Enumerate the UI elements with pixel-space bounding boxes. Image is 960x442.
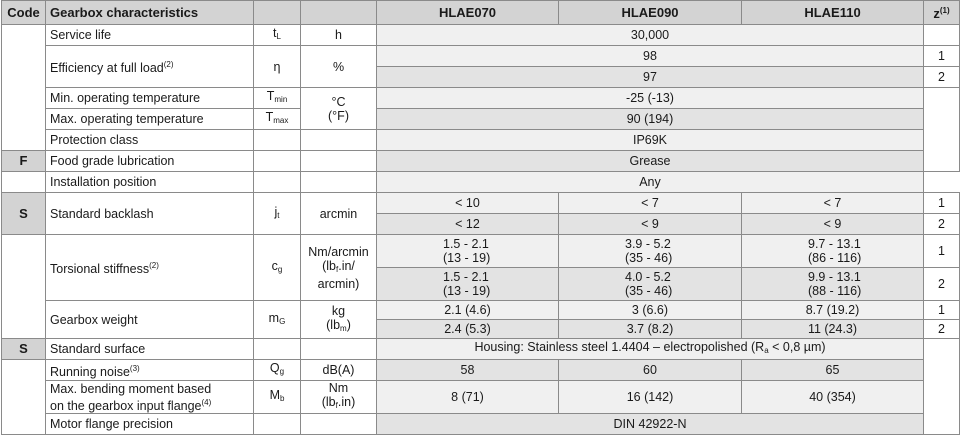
surface-symbol: [254, 339, 301, 360]
backlash-symbol: $j_t$: [254, 193, 301, 235]
bending-hlae090: 16 (142): [559, 381, 742, 414]
backlash-hlae070-z2: < 12: [377, 214, 559, 235]
backlash-code: S: [2, 193, 46, 235]
temperature-unit: °C (°F): [301, 88, 377, 130]
noise-unit: dB(A): [301, 360, 377, 381]
row-protection-class: [2, 130, 960, 151]
max-temperature-label: Max. operating temperature: [46, 109, 254, 130]
row-standard-surface: [2, 339, 960, 360]
food-grade-unit: [301, 151, 377, 172]
installation-unit: [301, 172, 377, 193]
stiffness-hlae070-z2: 1.5 - 2.1 (13 - 19): [377, 268, 559, 301]
row-backlash-z1: [2, 193, 960, 214]
efficiency-z2: 2: [924, 67, 960, 88]
gearbox-characteristics-table: [1, 0, 960, 435]
efficiency-symbol: η: [254, 46, 301, 88]
weight-label: Gearbox weight: [46, 301, 254, 339]
weight-hlae110-z1: 8.7 (19.2): [742, 301, 924, 320]
noise-label: Running noise$^{(3)}$: [46, 360, 254, 381]
installation-label: Installation position: [46, 172, 254, 193]
header-z-note: (1): [939, 6, 950, 15]
stiffness-hlae090-z1: 3.9 - 5.2 (35 - 46): [559, 235, 742, 268]
min-temperature-symbol: $T_{min}$: [254, 88, 301, 109]
stiffness-symbol: $c_g$: [254, 235, 301, 301]
protection-class-value: IP69K: [377, 130, 924, 151]
efficiency-value-z2: 97: [377, 67, 924, 88]
header-model-hlae110: HLAE110: [742, 1, 924, 25]
weight-z2: 2: [924, 320, 960, 339]
protection-class-label: Protection class: [46, 130, 254, 151]
bending-hlae110: 40 (354): [742, 381, 924, 414]
min-temperature-label: Min. operating temperature: [46, 88, 254, 109]
weight-symbol: $m_G$: [254, 301, 301, 339]
surface-value: Housing: Stainless steel 1.4404 – electropolished ($R_a < 0,8$ µm): [377, 339, 924, 360]
weight-z1: 1: [924, 301, 960, 320]
noise-symbol: $Q_g$: [254, 360, 301, 381]
motor-flange-value: DIN 42922-N: [377, 414, 924, 435]
weight-hlae090-z1: 3 (6.6): [559, 301, 742, 320]
bending-hlae070: 8 (71): [377, 381, 559, 414]
backlash-hlae070-z1: < 10: [377, 193, 559, 214]
row-service-life: [2, 25, 960, 46]
installation-value: Any: [377, 172, 924, 193]
service-life-symbol: $t_L$: [254, 25, 301, 46]
protection-class-symbol: [254, 130, 301, 151]
min-temperature-value: -25 (-13): [377, 88, 924, 109]
row-efficiency-z1: [2, 46, 960, 67]
installation-symbol: [254, 172, 301, 193]
stiffness-z2: 2: [924, 268, 960, 301]
weight-hlae070-z2: 2.4 (5.3): [377, 320, 559, 339]
efficiency-label: Efficiency at full load$^{(2)}$: [46, 46, 254, 88]
backlash-unit: arcmin: [301, 193, 377, 235]
stiffness-label: Torsional stiffness$^{(2)}$: [46, 235, 254, 301]
service-life-unit: h: [301, 25, 377, 46]
code-cell-empty: [2, 25, 46, 151]
service-life-z: [924, 25, 960, 46]
header-row: [2, 1, 960, 25]
food-grade-symbol: [254, 151, 301, 172]
header-unit: [301, 1, 377, 25]
bending-unit: Nm $(lb_f.in)$: [301, 381, 377, 414]
temperature-z: [924, 88, 960, 172]
stiffness-unit: Nm/arcmin ($lb_f.in/$ arcmin): [301, 235, 377, 301]
row-motor-flange: [2, 414, 960, 435]
stiffness-hlae110-z2: 9.9 - 13.1 (88 - 116): [742, 268, 924, 301]
motor-flange-unit: [301, 414, 377, 435]
service-life-label: Service life: [46, 25, 254, 46]
motor-flange-label: Motor flange precision: [46, 414, 254, 435]
backlash-hlae090-z2: < 9: [559, 214, 742, 235]
protection-class-unit: [301, 130, 377, 151]
noise-hlae110: 65: [742, 360, 924, 381]
efficiency-unit: %: [301, 46, 377, 88]
header-model-hlae070: HLAE070: [377, 1, 559, 25]
row-max-temperature: [2, 109, 960, 130]
max-temperature-value: 90 (194): [377, 109, 924, 130]
backlash-z2: 2: [924, 214, 960, 235]
surface-code: S: [2, 339, 46, 360]
weight-hlae070-z1: 2.1 (4.6): [377, 301, 559, 320]
weight-hlae090-z2: 3.7 (8.2): [559, 320, 742, 339]
row-running-noise: [2, 360, 960, 381]
bending-label: Max. bending moment based on the gearbox input flange$^{(4)}$: [46, 381, 254, 414]
header-symbol: [254, 1, 301, 25]
backlash-z1: 1: [924, 193, 960, 214]
installation-code: [2, 172, 46, 193]
row-installation: [2, 172, 960, 193]
row-food-grade: [2, 151, 960, 172]
efficiency-value-z1: 98: [377, 46, 924, 67]
noise-hlae070: 58: [377, 360, 559, 381]
efficiency-z1: 1: [924, 46, 960, 67]
stiffness-hlae110-z1: 9.7 - 13.1 (86 - 116): [742, 235, 924, 268]
stiffness-hlae070-z1: 1.5 - 2.1 (13 - 19): [377, 235, 559, 268]
weight-unit: kg $(lb_m)$: [301, 301, 377, 339]
row-weight-z1: [2, 301, 960, 320]
service-life-value: 30,000: [377, 25, 924, 46]
row-bending-moment: [2, 381, 960, 414]
backlash-hlae090-z1: < 7: [559, 193, 742, 214]
backlash-hlae110-z2: < 9: [742, 214, 924, 235]
header-characteristics: Gearbox characteristics: [46, 1, 254, 25]
stiffness-z1: 1: [924, 235, 960, 268]
noise-hlae090: 60: [559, 360, 742, 381]
backlash-hlae110-z1: < 7: [742, 193, 924, 214]
food-grade-value: Grease: [377, 151, 924, 172]
noise-code: [2, 360, 46, 435]
header-model-hlae090: HLAE090: [559, 1, 742, 25]
motor-flange-symbol: [254, 414, 301, 435]
header-code: Code: [2, 1, 46, 25]
row-stiffness-z1: [2, 235, 960, 268]
surface-unit: [301, 339, 377, 360]
surface-z: [924, 339, 960, 435]
max-temperature-symbol: $T_{max}$: [254, 109, 301, 130]
food-grade-code: F: [2, 151, 46, 172]
backlash-label: Standard backlash: [46, 193, 254, 235]
surface-label: Standard surface: [46, 339, 254, 360]
food-grade-label: Food grade lubrication: [46, 151, 254, 172]
row-min-temperature: [2, 88, 960, 109]
weight-hlae110-z2: 11 (24.3): [742, 320, 924, 339]
header-z: $z^{(1)}$: [924, 1, 960, 25]
stiffness-weight-code: [2, 235, 46, 339]
stiffness-hlae090-z2: 4.0 - 5.2 (35 - 46): [559, 268, 742, 301]
bending-symbol: $M_b$: [254, 381, 301, 414]
